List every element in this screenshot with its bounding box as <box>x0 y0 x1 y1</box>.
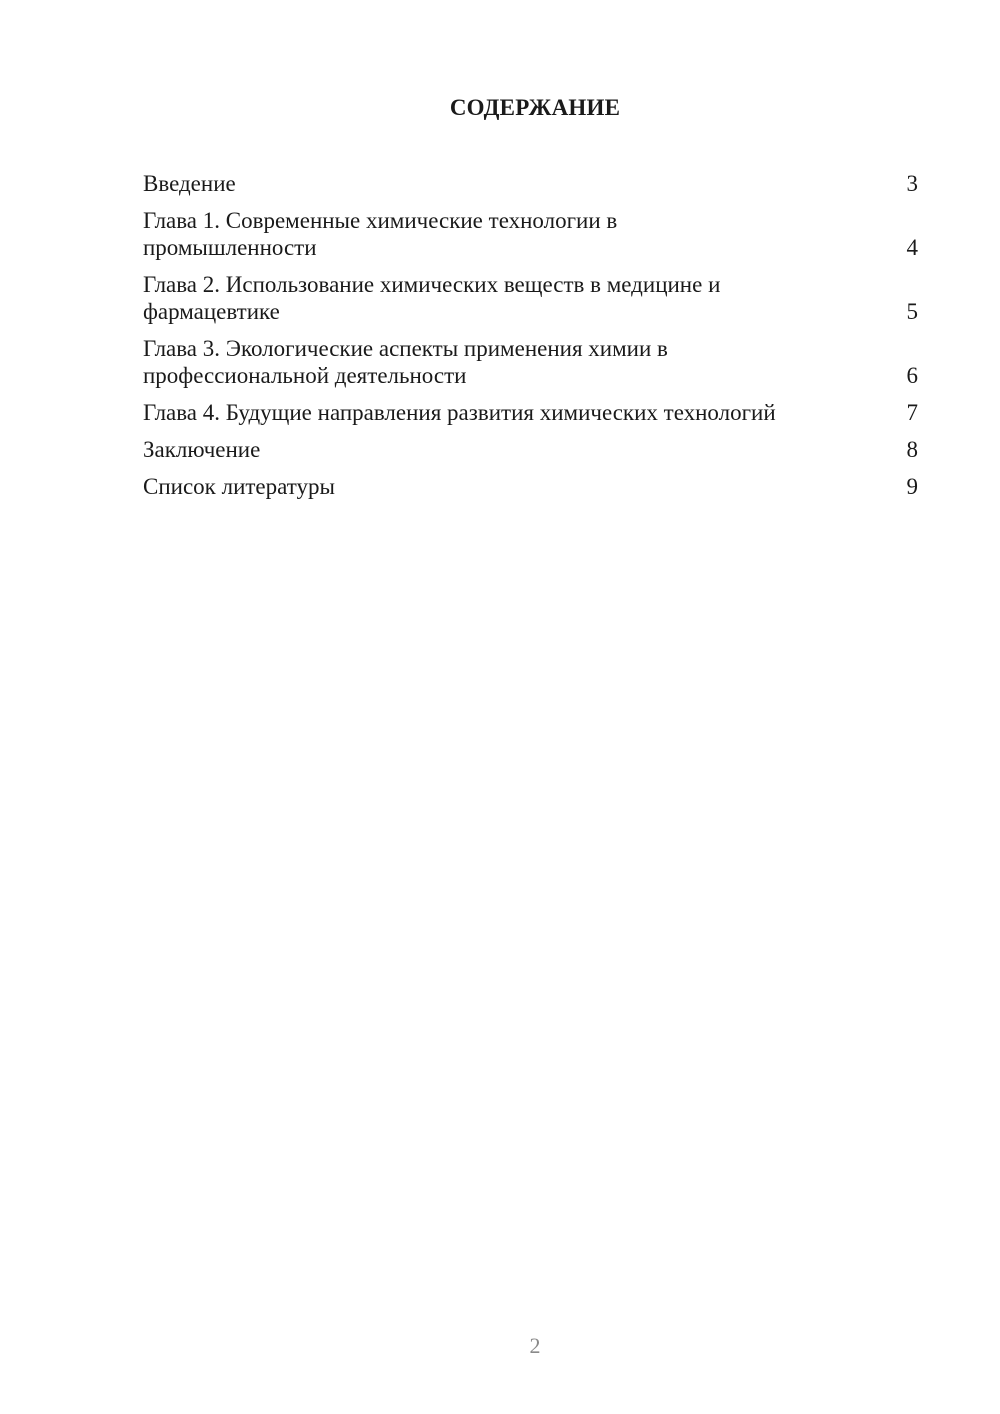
toc-entry-references[interactable] <box>143 473 918 500</box>
toc-entry-page: 7 <box>906 400 918 425</box>
page-number: 2 <box>529 1333 541 1358</box>
toc-entry-introduction[interactable] <box>143 170 918 197</box>
toc-entry-chapter-1[interactable] <box>143 207 918 261</box>
toc-entry-conclusion[interactable] <box>143 436 918 463</box>
table-of-contents <box>143 170 918 510</box>
toc-entry-page: 3 <box>906 171 918 196</box>
toc-entry-chapter-4[interactable] <box>143 399 918 426</box>
toc-entry-chapter-2[interactable] <box>143 271 918 325</box>
toc-entry-label: Введение <box>143 171 236 196</box>
toc-entry-page: 4 <box>906 235 918 260</box>
toc-entry-label: Глава 2. Использование химических веществ в медицине и фармацевтике <box>143 272 721 324</box>
toc-entry-label: Глава 4. Будущие направления развития химических технологий <box>143 400 776 425</box>
toc-entry-label: Глава 3. Экологические аспекты применения химии в профессиональной деятельности <box>143 336 668 388</box>
toc-entry-page: 5 <box>906 299 918 324</box>
toc-entry-page: 8 <box>906 437 918 462</box>
toc-entry-page: 6 <box>906 363 918 388</box>
toc-entry-page: 9 <box>906 474 918 499</box>
toc-entry-label: Список литературы <box>143 474 335 499</box>
toc-entry-label: Глава 1. Современные химические технологии в промышленности <box>143 208 618 260</box>
toc-entry-label: Заключение <box>143 437 261 462</box>
page-title: СОДЕРЖАНИЕ <box>449 95 621 120</box>
toc-entry-chapter-3[interactable] <box>143 335 918 389</box>
